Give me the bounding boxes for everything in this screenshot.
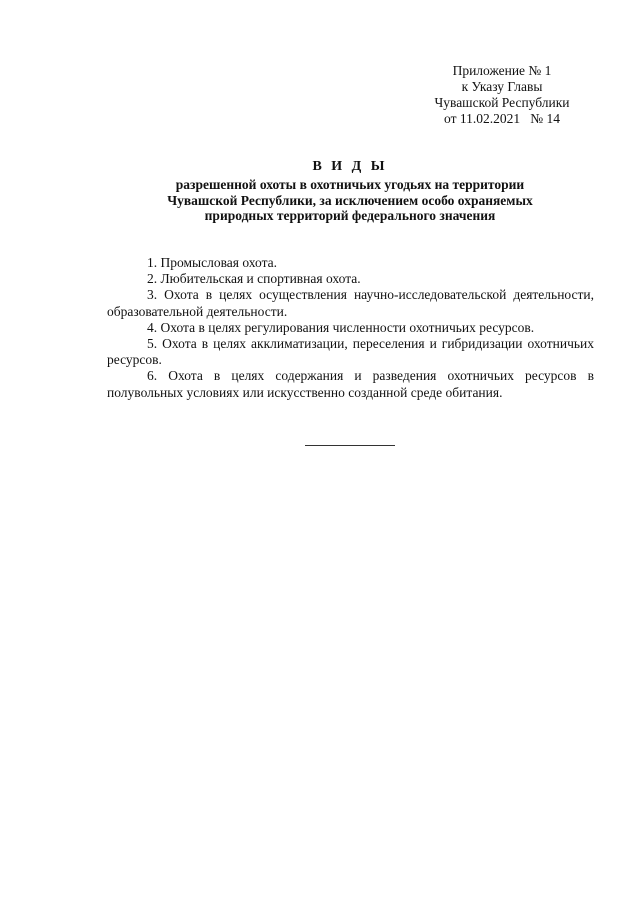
annex-header (414, 63, 590, 127)
list-item: 1. Промысловая охота. (147, 255, 278, 270)
list-item: 4. Охота в целях регулирования численности охотничьих ресурсов. (147, 319, 535, 335)
document-title (100, 159, 600, 224)
annex-number: Приложение № 1 (452, 63, 552, 78)
title-subheading (100, 177, 600, 224)
title-subheading-line-1: разрешенной охоты в охотничьих угодьях на территории (175, 177, 525, 192)
list-item: 3. Охота в целях осуществления научно-исследовательской деятельности, образовательной деятельности. (107, 287, 594, 319)
list-item: 6. Охота в целях содержания и разведения охотничьих ресурсов в полувольных условиях или искусственно созданной среде обитания. (107, 368, 594, 400)
title-subheading-line-3: природных территорий федерального значения (204, 208, 496, 223)
title-heading: В И Д Ы (312, 159, 388, 174)
title-subheading-line-2: Чувашской Республики, за исключением особо охраняемых (167, 192, 533, 208)
annex-decree-ref: к Указу Главы (461, 79, 543, 94)
hunting-types-list (107, 255, 594, 401)
annex-region: Чувашской Республики (434, 95, 570, 110)
list-item: 5. Охота в целях акклиматизации, переселения и гибридизации охотничьих ресурсов. (107, 336, 594, 368)
list-item: 2. Любительская и спортивная охота. (147, 271, 361, 287)
closing-divider (305, 445, 395, 446)
annex-date-number: от 11.02.2021 № 14 (444, 111, 560, 126)
